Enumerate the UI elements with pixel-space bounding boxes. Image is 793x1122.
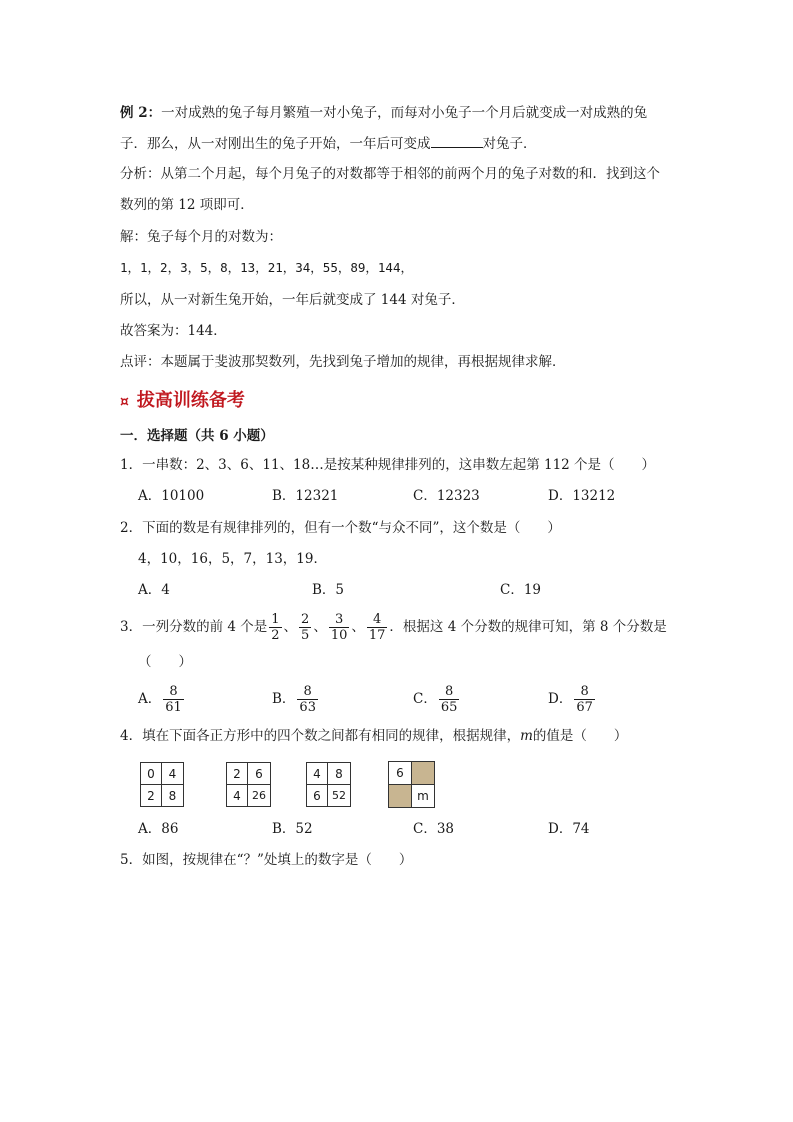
q4-variable-m: m — [520, 728, 533, 744]
q3-separator: 、 — [313, 619, 327, 635]
solution-intro: 解：兔子每个月的对数为： — [120, 229, 282, 245]
q2-option-b[interactable]: B．5 — [312, 582, 345, 598]
square-cell: 6 — [247, 762, 271, 785]
square-cell: 8 — [161, 784, 184, 807]
square-cell: 4 — [226, 784, 248, 807]
q3-option-b[interactable]: B． $\frac{8}{63}$ — [272, 684, 316, 715]
solution-sequence: 1，1，2，3，5，8，13，21，34，55，89，144， — [120, 260, 413, 275]
q3-option-d[interactable]: D． $\frac{8}{67}$ — [548, 684, 593, 715]
square-cell: 26 — [247, 784, 271, 807]
square-cell: 4 — [161, 762, 184, 785]
shaded-cell — [388, 784, 412, 808]
solution-answer: 故答案为：144． — [120, 323, 227, 339]
square-cell: 6 — [306, 784, 328, 807]
q3-answer-paren: （ ） — [138, 654, 192, 670]
square-cell: 0 — [140, 762, 162, 785]
example-text-1: 一对成熟的兔子每月繁殖一对小兔子，而每对小兔子一个月后就变成一对成熟的兔 — [161, 105, 648, 121]
q4-option-c[interactable]: C．38 — [413, 821, 455, 837]
example-label: 例 2： — [120, 105, 162, 121]
question-3-stem — [120, 607, 667, 647]
q2-option-a[interactable]: A．4 — [138, 582, 170, 598]
q4-option-a[interactable]: A．86 — [138, 821, 179, 837]
q3-stem-b: ．根据这 4 个分数的规律可知，第 8 个分数是 — [389, 619, 667, 635]
section-mark-icon: ¤ — [120, 394, 129, 410]
q3-separator: 、 — [351, 619, 365, 635]
square-cell: 8 — [327, 762, 351, 785]
square-cell: 2 — [226, 762, 248, 785]
q1-option-a[interactable]: A．10100 — [138, 488, 205, 504]
analysis-line-2: 数列的第 12 项即可． — [120, 197, 254, 213]
square-cell: 52 — [327, 784, 351, 807]
part-title: 一．选择题（共 6 小题） — [120, 428, 274, 444]
example-line-1 — [120, 103, 647, 123]
analysis-line-1: 分析：从第二个月起，每个月兔子的对数都等于相邻的前两个月的兔子对数的和．找到这个 — [120, 166, 660, 182]
answer-blank — [431, 133, 483, 148]
square-cell: 4 — [306, 762, 328, 785]
q3-separator: 、 — [283, 619, 298, 635]
question-5-stem: 5．如图，按规律在“？”处填上的数字是（ ） — [120, 852, 413, 868]
shaded-cell — [411, 761, 435, 785]
q3-option-c[interactable]: C． $\frac{8}{65}$ — [413, 684, 458, 715]
section-heading — [120, 386, 245, 412]
q1-option-b[interactable]: B．12321 — [272, 488, 339, 504]
question-1-stem: 1．一串数：2、3、6、11、18…是按某种规律排列的，这串数左起第 112 个是（ ） — [120, 457, 656, 473]
q4-option-d[interactable]: D．74 — [548, 821, 590, 837]
question-4-stem: 4．填在下面各正方形中的四个数之间都有相同的规律，根据规律，m的值是（ ） — [120, 728, 628, 744]
q3-fraction-1: $\frac{1}{2}$ — [271, 612, 280, 643]
question-2-stem: 2．下面的数是有规律排列的，但有一个数“与众不同”，这个数是（ ） — [120, 520, 561, 536]
square-cell: 2 — [140, 784, 162, 807]
solution-conclusion: 所以，从一对新生兔开始，一年后就变成了 144 对兔子． — [120, 292, 465, 308]
square-cell: 6 — [388, 761, 412, 785]
comment-line: 点评：本题属于斐波那契数列，先找到兔子增加的规律，再根据规律求解． — [120, 354, 566, 370]
q3-fraction-3: $\frac{3}{10}$ — [330, 612, 348, 643]
q4-option-b[interactable]: B．52 — [272, 821, 313, 837]
q3-stem-a: 3．一列分数的前 4 个是 — [120, 619, 268, 635]
example-text-2b: 对兔子． — [482, 136, 537, 152]
q1-option-c[interactable]: C．12323 — [413, 488, 480, 504]
example-text-2a: 子．那么，从一对刚出生的兔子开始，一年后可变成 — [120, 136, 431, 152]
q2-option-c[interactable]: C．19 — [500, 582, 542, 598]
q3-fraction-4: $\frac{4}{17}$ — [368, 612, 386, 643]
q3-option-a[interactable]: A． $\frac{8}{61}$ — [138, 684, 182, 715]
square-cell-m: m — [411, 784, 435, 808]
q1-option-d[interactable]: D．13212 — [548, 488, 616, 504]
q3-fraction-2: $\frac{2}{5}$ — [301, 612, 310, 643]
section-title: 拔高训练备考 — [136, 390, 245, 411]
example-line-2 — [120, 133, 537, 154]
q2-sequence: 4，10，16，5，7，13，19． — [138, 551, 327, 567]
